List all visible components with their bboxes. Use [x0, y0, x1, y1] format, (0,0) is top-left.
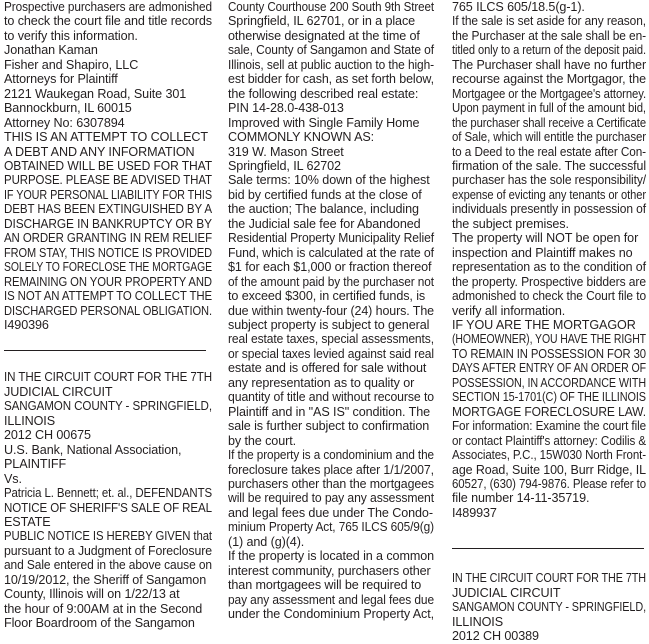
notice-text-line: Associates, P.C., 15W030 North Front- — [452, 448, 646, 463]
notice-text-line: 10/19/2012, the Sheriff of Sangamon — [4, 572, 207, 587]
notice-text-line: the Judicial sale fee for Abandoned — [228, 216, 421, 231]
notice-text-line: Floor Boardroom of the Sangamon — [4, 616, 195, 631]
notice-text-line: est bidder for cash, as set forth below, — [228, 72, 435, 87]
notice-text-line: JUDICIAL CIRCUIT — [452, 585, 561, 600]
notice-text-line: age Road, Suite 100, Burr Ridge, IL — [452, 462, 646, 477]
notice-text-line: A DEBT AND ANY INFORMATION — [4, 144, 195, 159]
notice-text-line: Springfield, IL 62702 — [228, 158, 341, 173]
notice-text-line: DAYS AFTER ENTRY OF AN ORDER OF — [452, 361, 646, 376]
notice-text-line: to check the court file and title records — [4, 14, 212, 29]
notice-text-line: 2012 CH 00675 — [4, 428, 91, 443]
notice-text-line: I489937 — [452, 505, 497, 520]
legal-notice-block — [4, 370, 212, 630]
notice-text-line: $1 for each $1,000 or fraction thereof — [228, 260, 432, 275]
notice-text-line: and legal fees due under The Condo- — [228, 505, 433, 520]
notice-text-line: recourse against the Mortgagor, the — [452, 72, 646, 87]
column-3 — [452, 0, 646, 644]
notice-text-line: Vs. — [4, 471, 22, 486]
notice-text-line: representation as to the condition of — [452, 260, 646, 275]
notice-text-line: the Purchaser at the sale shall be en- — [452, 28, 646, 43]
notice-text-line: ILLINOIS — [4, 413, 55, 428]
notice-text-line: U.S. Bank, National Association, — [4, 442, 182, 457]
notice-text-line: IF YOUR PERSONAL LIABILITY FOR THIS — [4, 187, 212, 202]
notice-text-line: purchasers other than the mortgagees — [228, 476, 434, 491]
notice-text-line: IN THE CIRCUIT COURT FOR THE 7TH — [4, 370, 213, 385]
notice-text-line: Attorneys for Plaintiff — [4, 72, 118, 87]
notice-text-line: Prospective purchasers are admonished — [4, 0, 212, 14]
column-2 — [228, 0, 434, 621]
notice-text-line: County, Illinois will on 1/22/13 at — [4, 587, 180, 602]
notice-text-line: foreclosure takes place after 1/1/2007, — [228, 462, 434, 477]
notice-text-line: FROM STAY, THIS NOTICE IS PROVIDED — [4, 245, 213, 260]
notice-text-line: sale is further subject to confirmation — [228, 419, 430, 434]
notice-text-line: If the sale is set aside for any reason, — [452, 14, 646, 29]
notice-text-line: individuals presently in possession of — [452, 202, 647, 217]
notice-text-line: COMMONLY KNOWN AS: — [228, 130, 375, 145]
notice-text-line: Mortgagee or the Mortgagee's attorney. — [452, 86, 647, 101]
notice-text-line: If the property is located in a common — [228, 549, 434, 564]
notice-text-line: and Sale entered in the above cause on — [4, 558, 212, 573]
notice-text-line: purchaser has the sole responsibility/ — [452, 173, 647, 188]
notice-text-line: SOLELY TO FORECLOSE THE MORTGAGE — [4, 260, 213, 275]
notice-text-line: AN ORDER GRANTING IN REM RELIEF — [4, 231, 212, 246]
notice-text-line: The property will NOT be open for — [452, 231, 639, 246]
legal-notice-block — [228, 0, 434, 621]
notice-text-line: Fisher and Shapiro, LLC — [4, 57, 139, 72]
notice-divider — [4, 350, 206, 351]
notice-text-line: admonished to check the Court file to — [452, 289, 647, 304]
notice-text-line: Springfield, IL 62701, or in a place — [228, 14, 416, 29]
notice-text-line: subject property is subject to general — [228, 317, 430, 332]
notice-text-line: of the amount paid by the purchaser not — [228, 274, 434, 289]
notice-text-line: expense of evicting any tenants or other — [452, 187, 647, 202]
notice-text-line: Upon payment in full of the amount bid, — [452, 101, 646, 116]
notice-text-line: the following described real estate: — [228, 86, 419, 101]
notice-text-line: the auction; The balance, including — [228, 202, 419, 217]
notice-text-line: 60527, (630) 794-9876. Please refer to — [452, 476, 646, 491]
legal-notice-block — [452, 0, 646, 520]
notice-text-line: to a Deed to the real estate after Con- — [452, 144, 647, 159]
notice-text-line: Jonathan Kaman — [4, 43, 98, 58]
notice-text-line: IN THE CIRCUIT COURT FOR THE 7TH — [452, 571, 646, 586]
notice-text-line: than mortgagees will be required to — [228, 578, 422, 593]
notice-text-line: PUBLIC NOTICE IS HEREBY GIVEN that — [4, 529, 212, 544]
notice-text-line: 2121 Waukegan Road, Suite 301 — [4, 86, 187, 101]
notice-text-line: to verify this information. — [4, 28, 138, 43]
notice-text-line: I490396 — [4, 317, 49, 332]
notice-text-line: DISCHARGE IN BANKRUPTCY OR BY — [4, 216, 213, 231]
notice-text-line: THIS IS AN ATTEMPT TO COLLECT — [4, 130, 209, 145]
notice-text-line: POSSESSION, IN ACCORDANCE WITH — [452, 375, 646, 390]
notice-text-line: OBTAINED WILL BE USED FOR THAT — [4, 158, 212, 173]
notice-text-line: minium Property Act, 765 ILCS 605/9(g) — [228, 520, 434, 535]
notice-text-line: will be required to pay any assessment — [228, 491, 434, 506]
notice-text-line: verify all information. — [452, 303, 566, 318]
notice-text-line: NOTICE OF SHERIFF'S SALE OF REAL — [4, 500, 213, 515]
notice-text-line: Plaintiff and in "AS IS" condition. The — [228, 404, 431, 419]
notice-text-line: For information: Examine the court file — [452, 419, 646, 434]
notice-text-line: JUDICIAL CIRCUIT — [4, 384, 113, 399]
notice-text-line: bid by certified funds at the close of — [228, 187, 422, 202]
notice-divider — [452, 548, 644, 549]
notice-text-line: IF YOU ARE THE MORTGAGOR — [452, 317, 636, 332]
notice-text-line: PURPOSE. PLEASE BE ADVISED THAT — [4, 173, 212, 188]
notice-text-line: DEBT HAS BEEN EXTINGUISHED BY A — [4, 202, 213, 217]
notice-text-line: the property. Prospective bidders are — [452, 274, 647, 289]
notice-text-line: any representation as to quality or — [228, 375, 415, 390]
notice-text-line: inspection and Plaintiff makes no — [452, 245, 633, 260]
notice-text-line: Illinois, sell at public auction to the high- — [228, 57, 435, 72]
notice-text-line: REMAINING ON YOUR PROPERTY AND — [4, 274, 212, 289]
notice-text-line: of Sale, which will entitle the purchaser — [452, 130, 647, 145]
notice-text-line: by the court. — [228, 433, 297, 448]
notice-text-line: Fund, which is calculated at the rate of — [228, 245, 435, 260]
notice-text-line: Attorney No: 6307894 — [4, 115, 125, 130]
notice-text-line: SANGAMON COUNTY - SPRINGFIELD, — [4, 399, 212, 414]
notice-text-line: to exceed $300, in certified funds, is — [228, 289, 426, 304]
notice-text-line: interest community, purchasers other — [228, 563, 431, 578]
notice-text-line: quantity of title and without recourse to — [228, 390, 435, 405]
notice-text-line: PIN 14-28.0-438-013 — [228, 101, 344, 116]
legal-notice-block — [452, 571, 646, 643]
notice-text-line: otherwise designated at the time of — [228, 28, 420, 43]
notice-text-line: ILLINOIS — [452, 614, 503, 629]
notice-text-line: 319 W. Mason Street — [228, 144, 344, 159]
notice-text-line: SANGAMON COUNTY - SPRINGFIELD, — [452, 600, 647, 615]
notice-text-line: pursuant to a Judgment of Foreclosure — [4, 543, 212, 558]
notice-text-line: Patricia L. Bennett; et. al., DEFENDANTS — [4, 486, 213, 501]
notice-text-line: County Courthouse 200 South 9th Street — [228, 0, 435, 14]
notice-text-line: under the Condominium Property Act, — [228, 607, 434, 622]
notice-text-line: Sale terms: 10% down of the highest — [228, 173, 430, 188]
notice-text-line: real estate taxes, special assessments, — [228, 332, 434, 347]
notice-text-line: (HOMEOWNER), YOU HAVE THE RIGHT — [452, 332, 647, 347]
notice-text-line: ESTATE — [4, 514, 51, 529]
notice-text-line: the hour of 9:00AM at in the Second — [4, 601, 203, 616]
notice-text-line: the subject premises. — [452, 216, 569, 231]
notice-text-line: file number 14-11-35719. — [452, 491, 590, 506]
notice-text-line: or special taxes levied against said real — [228, 346, 435, 361]
notice-text-line: If the property is a condominium and the — [228, 448, 434, 463]
notice-text-line: pay any assessment and legal fees due — [228, 592, 434, 607]
notice-text-line: (1) and (g)(4). — [228, 534, 305, 549]
notice-text-line: Improved with Single Family Home — [228, 115, 420, 130]
notice-text-line: sale, County of Sangamon and State of — [228, 43, 435, 58]
notice-text-line: PLAINTIFF — [4, 457, 67, 472]
notice-text-line: estate and is offered for sale without — [228, 361, 427, 376]
column-1 — [4, 0, 212, 631]
notice-text-line: due within twenty-four (24) hours. The — [228, 303, 434, 318]
notice-text-line: the purchaser shall receive a Certificate — [452, 115, 647, 130]
notice-text-line: 765 ILCS 605/18.5(g-1). — [452, 0, 585, 14]
notice-text-line: Residential Property Municipality Relief — [228, 231, 435, 246]
notice-text-line: The Purchaser shall have no further — [452, 57, 647, 72]
notice-text-line: IS NOT AN ATTEMPT TO COLLECT THE — [4, 289, 212, 304]
notice-text-line: TO REMAIN IN POSSESSION FOR 30 — [452, 346, 646, 361]
notice-text-line: or contact Plaintiff's attorney: Codilis & — [452, 433, 647, 448]
notice-text-line: DISCHARGED PERSONAL OBLIGATION. — [4, 303, 212, 318]
notice-text-line: firmation of the sale. The successful — [452, 158, 646, 173]
notice-text-line: MORTGAGE FORECLOSURE LAW. — [452, 404, 647, 419]
notice-text-line: SECTION 15-1701(C) OF THE ILLINOIS — [452, 390, 646, 405]
notice-text-line: Bannockburn, IL 60015 — [4, 101, 132, 116]
notice-text-line: 2012 CH 00389 — [452, 629, 539, 644]
notice-text-line: titled only to a return of the deposit paid. — [452, 43, 647, 58]
legal-notice-block — [4, 0, 212, 332]
